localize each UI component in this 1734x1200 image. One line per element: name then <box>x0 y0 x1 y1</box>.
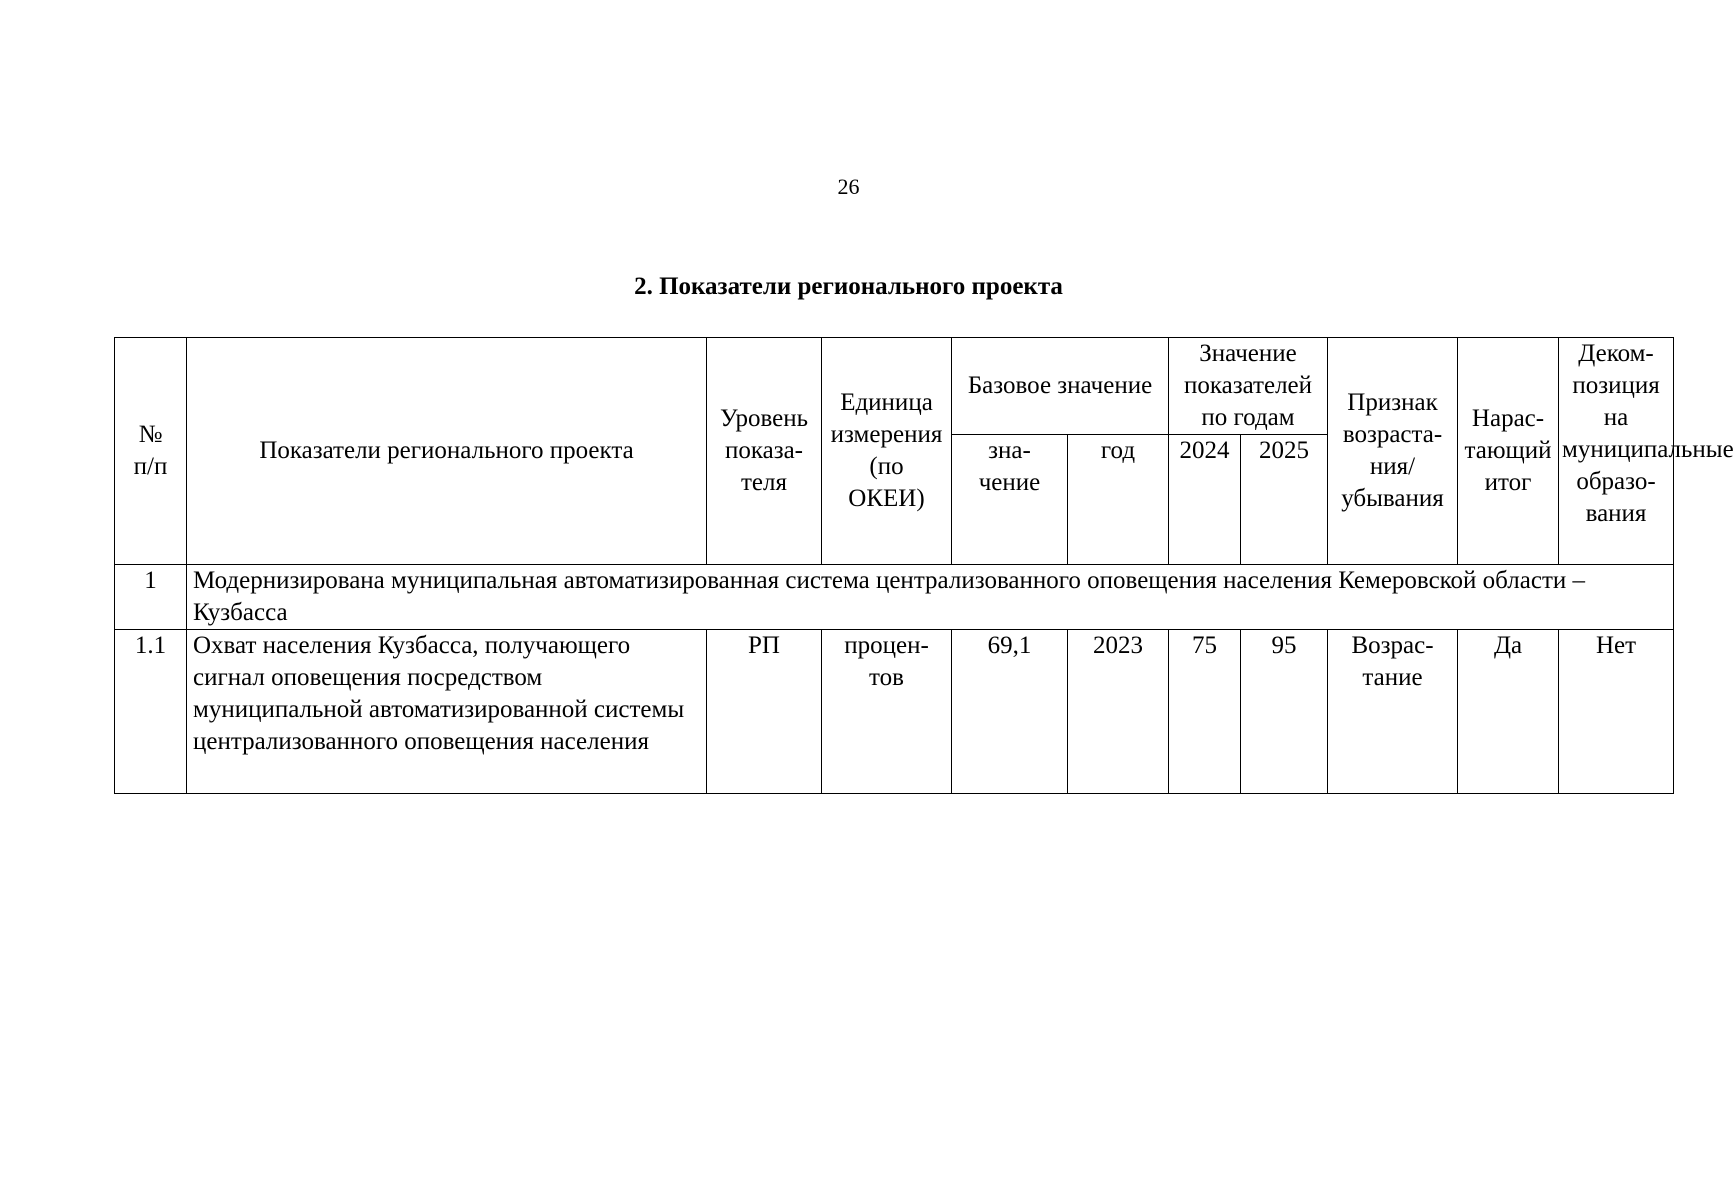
header-num: № п/п <box>115 338 187 565</box>
row-base-year: 2023 <box>1068 630 1169 794</box>
group-num: 1 <box>115 565 187 630</box>
row-num: 1.1 <box>115 630 187 794</box>
header-base: Базовое значение <box>952 338 1169 435</box>
row-decomposition: Нет <box>1559 630 1674 794</box>
header-base-value: зна- чение <box>952 435 1068 565</box>
header-year-2024: 2024 <box>1169 435 1241 565</box>
section-title: 2. Показатели регионального проекта <box>634 273 1063 300</box>
header-trend: Признак возраста- ния/ убывания <box>1328 338 1458 565</box>
row-value-2024: 75 <box>1169 630 1241 794</box>
header-unit: Единица измерения (по ОКЕИ) <box>822 338 952 565</box>
row-trend: Возрас- тание <box>1328 630 1458 794</box>
header-by-years: Значение показателей по годам <box>1169 338 1328 435</box>
header-base-year: год <box>1068 435 1169 565</box>
header-decomposition: Деком- позиция на муниципальные образо- вания <box>1559 338 1674 565</box>
header-indicator: Показатели регионального проекта <box>187 338 707 565</box>
row-indicator: Охват населения Кузбасса, получающего сигнал оповещения посредством муниципальной автоматизированной системы централизованного оповещения населения <box>187 630 707 794</box>
header-cumulative: Нарас- тающий итог <box>1458 338 1559 565</box>
page-number: 26 <box>837 174 860 199</box>
header-row-1 <box>115 338 1674 435</box>
row-base-value: 69,1 <box>952 630 1068 794</box>
group-row <box>115 565 1674 630</box>
table-row <box>115 630 1674 794</box>
row-cumulative: Да <box>1458 630 1559 794</box>
row-unit: процен- тов <box>822 630 952 794</box>
row-level: РП <box>707 630 822 794</box>
row-value-2025: 95 <box>1241 630 1328 794</box>
header-level: Уровень показа- теля <box>707 338 822 565</box>
indicators-table <box>114 337 1734 794</box>
header-year-2025: 2025 <box>1241 435 1328 565</box>
group-title: Модернизирована муниципальная автоматизированная система централизованного оповещения населения Кемеровской области – Кузбасса <box>187 565 1674 630</box>
